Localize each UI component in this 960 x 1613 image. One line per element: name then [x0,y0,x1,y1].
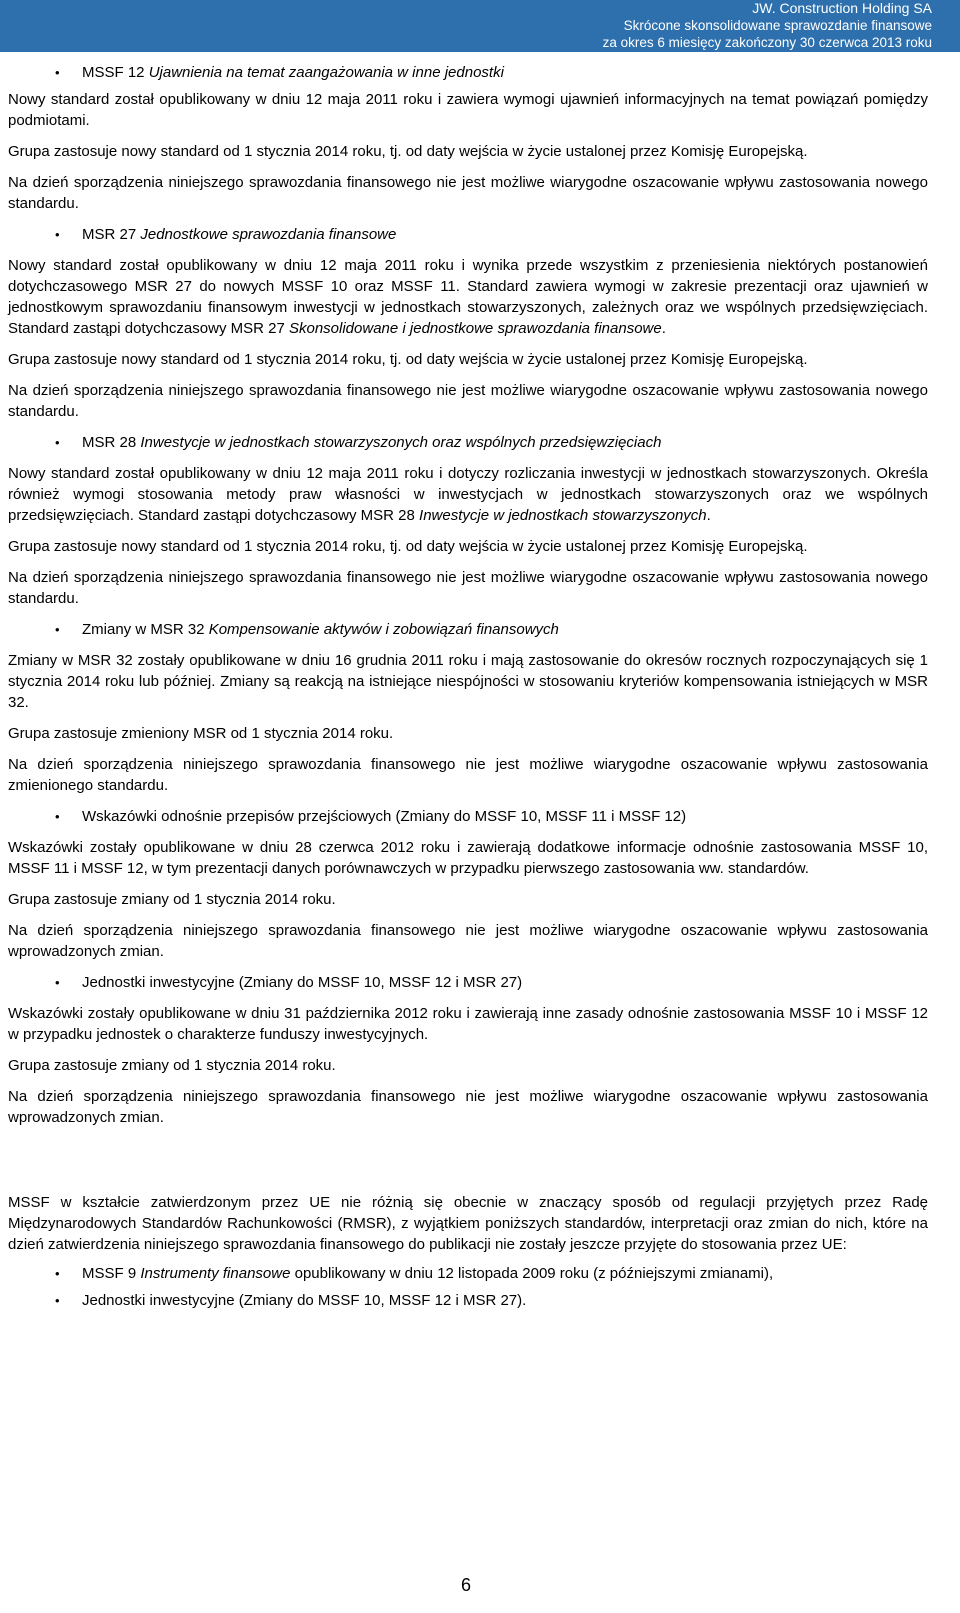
page-header [0,0,960,52]
paragraph [8,463,928,526]
paragraph: Na dzień sporządzenia niniejszego sprawozdania finansowego nie jest możliwe wiarygodne oszacowanie wpływu zastosowania nowego standardu. [8,382,928,420]
bullet-rest: opublikowany w dniu 12 listopada 2009 roku (z późniejszymi zmianami), [290,1265,774,1282]
bullet-title: Instrumenty finansowe [140,1265,291,1282]
text-run: Nowy standard został opublikowany w dniu 12 maja 2011 roku i dotyczy rozliczania inwestycji w jednostkach stowarzyszonych. Określa również wymogi stosowania metody praw własności w inwestycjach w jednostkach stowarzyszonych oraz we wspólnych przedsięwzięciach. Standard zastąpi dotychczasowy MSR 28 [8,465,928,524]
bullet-dot: • [55,975,60,990]
bullet-mssf12 [8,62,928,83]
bullet-dot: • [55,1266,60,1281]
bullet-title: Ujawnienia na temat zaangażowania w inne jednostki [148,64,504,81]
paragraph: Nowy standard został opublikowany w dniu 12 maja 2011 roku i zawiera wymogi ujawnień informacyjnych na temat powiązań pomiędzy podmiotami. [8,91,928,129]
bullet-dot: • [55,1293,60,1308]
bullet-prefix: MSR 27 [82,226,141,243]
bullet-msr28 [8,432,928,453]
paragraph: Na dzień sporządzenia niniejszego sprawozdania finansowego nie jest możliwe wiarygodne oszacowanie wpływu zastosowania wprowadzonych zmian. [8,1088,928,1126]
paragraph [8,255,928,339]
bullet-text: Jednostki inwestycyjne (Zmiany do MSSF 10, MSSF 12 i MSR 27). [82,1292,527,1309]
bullet-transition-guidance [8,806,928,827]
paragraph: Na dzień sporządzenia niniejszego sprawozdania finansowego nie jest możliwe wiarygodne oszacowanie wpływu zastosowania wprowadzonych zmian. [8,922,928,960]
bullet-text: Wskazówki odnośnie przepisów przejściowych (Zmiany do MSSF 10, MSSF 11 i MSSF 12) [82,808,687,825]
italic-run: Inwestycje w jednostkach stowarzyszonych [419,507,707,524]
header-report-title: Skrócone skonsolidowane sprawozdanie finansowe [623,18,932,33]
bullet-dot: • [55,65,60,80]
bullet-prefix: MSR 28 [82,434,141,451]
bullet-dot: • [55,435,60,450]
bullet-dot: • [55,227,60,242]
paragraph: Grupa zastosuje nowy standard od 1 stycznia 2014 roku, tj. od daty wejścia w życie ustalonej przez Komisję Europejską. [8,351,808,368]
header-company: JW. Construction Holding SA [752,0,932,16]
spacer [8,1138,928,1192]
bullet-msr27 [8,224,928,245]
bullet-investment-entities [8,972,928,993]
paragraph: Wskazówki zostały opublikowane w dniu 28 czerwca 2012 roku i zawierają dodatkowe informacje odnośnie zastosowania MSSF 10, MSSF 11 i MSSF 12, w tym prezentacji danych porównawczych w przypadku pierwszego zastosowania ww. standardów. [8,839,928,877]
document-body [8,62,928,1317]
bullet-text: Jednostki inwestycyjne (Zmiany do MSSF 10, MSSF 12 i MSR 27) [82,974,523,991]
paragraph: Grupa zastosuje zmiany od 1 stycznia 2014 roku. [8,1057,336,1074]
bullet-dot: • [55,809,60,824]
text-run: Nowy standard został opublikowany w dniu 12 maja 2011 roku i wynika przede wszystkim z przeniesienia niektórych postanowień dotychczasowego MSR 27 do nowych MSSF 10 oraz MSSF 11. Standard zawiera wymogi w zakresie prezentacji oraz ujawnień w jednostkowym sprawozdaniu finansowym inwestycji w jednostkach stowarzyszonych, zależnych oraz we wspólnych przedsięwzięciach. Standard zastąpi dotychczasowy MSR 27 [8,257,928,337]
bullet-dot: • [55,622,60,637]
paragraph: Grupa zastosuje zmiany od 1 stycznia 2014 roku. [8,891,336,908]
bullet-mssf9 [8,1263,928,1284]
bullet-msr32 [8,619,928,640]
bullet-prefix: Zmiany w MSR 32 [82,621,209,638]
paragraph: Grupa zastosuje nowy standard od 1 stycznia 2014 roku, tj. od daty wejścia w życie ustalonej przez Komisję Europejską. [8,143,808,160]
paragraph: Grupa zastosuje nowy standard od 1 stycznia 2014 roku, tj. od daty wejścia w życie ustalonej przez Komisję Europejską. [8,538,808,555]
paragraph: MSSF w kształcie zatwierdzonym przez UE nie różnią się obecnie w znaczący sposób od regulacji przyjętych przez Radę Międzynarodowych Standardów Rachunkowości (RMSR), z wyjątkiem poniższych standardów, interpretacji oraz zmian do nich, które na dzień zatwierdzenia niniejszego sprawozdania finansowego do publikacji nie zostały jeszcze przyjęte do stosowania przez UE: [8,1194,928,1253]
bullet-prefix: MSSF 12 [82,64,149,81]
text-run: . [661,320,666,337]
bullet-title: Inwestycje w jednostkach stowarzyszonych oraz wspólnych przedsięwzięciach [140,434,662,451]
page-number: 6 [461,1575,472,1595]
header-period: za okres 6 miesięcy zakończony 30 czerwca 2013 roku [602,35,932,50]
bullet-investment-entities-2 [8,1290,928,1311]
paragraph: Na dzień sporządzenia niniejszego sprawozdania finansowego nie jest możliwe wiarygodne oszacowanie wpływu zastosowania nowego standardu. [8,174,928,212]
bullet-prefix: MSSF 9 [82,1265,141,1282]
bullet-title: Jednostkowe sprawozdania finansowe [140,226,397,243]
paragraph: Na dzień sporządzenia niniejszego sprawozdania finansowego nie jest możliwe wiarygodne oszacowanie wpływu zastosowania zmienionego standardu. [8,756,928,794]
paragraph: Grupa zastosuje zmieniony MSR od 1 stycznia 2014 roku. [8,725,394,742]
text-run: . [706,507,711,524]
bullet-title: Kompensowanie aktywów i zobowiązań finansowych [208,621,559,638]
paragraph: Na dzień sporządzenia niniejszego sprawozdania finansowego nie jest możliwe wiarygodne oszacowanie wpływu zastosowania nowego standardu. [8,569,928,607]
paragraph: Wskazówki zostały opublikowane w dniu 31 października 2012 roku i zawierają inne zasady odnośnie zastosowania MSSF 10 i MSSF 12 w przypadku jednostek o charakterze funduszy inwestycyjnych. [8,1005,928,1043]
paragraph: Zmiany w MSR 32 zostały opublikowane w dniu 16 grudnia 2011 roku i mają zastosowanie do okresów rocznych rozpoczynających się 1 stycznia 2014 roku lub później. Zmiany są reakcją na istniejące niespójności w stosowaniu kryteriów kompensowania istniejących w MSR 32. [8,652,928,711]
italic-run: Skonsolidowane i jednostkowe sprawozdania finansowe [288,320,662,337]
